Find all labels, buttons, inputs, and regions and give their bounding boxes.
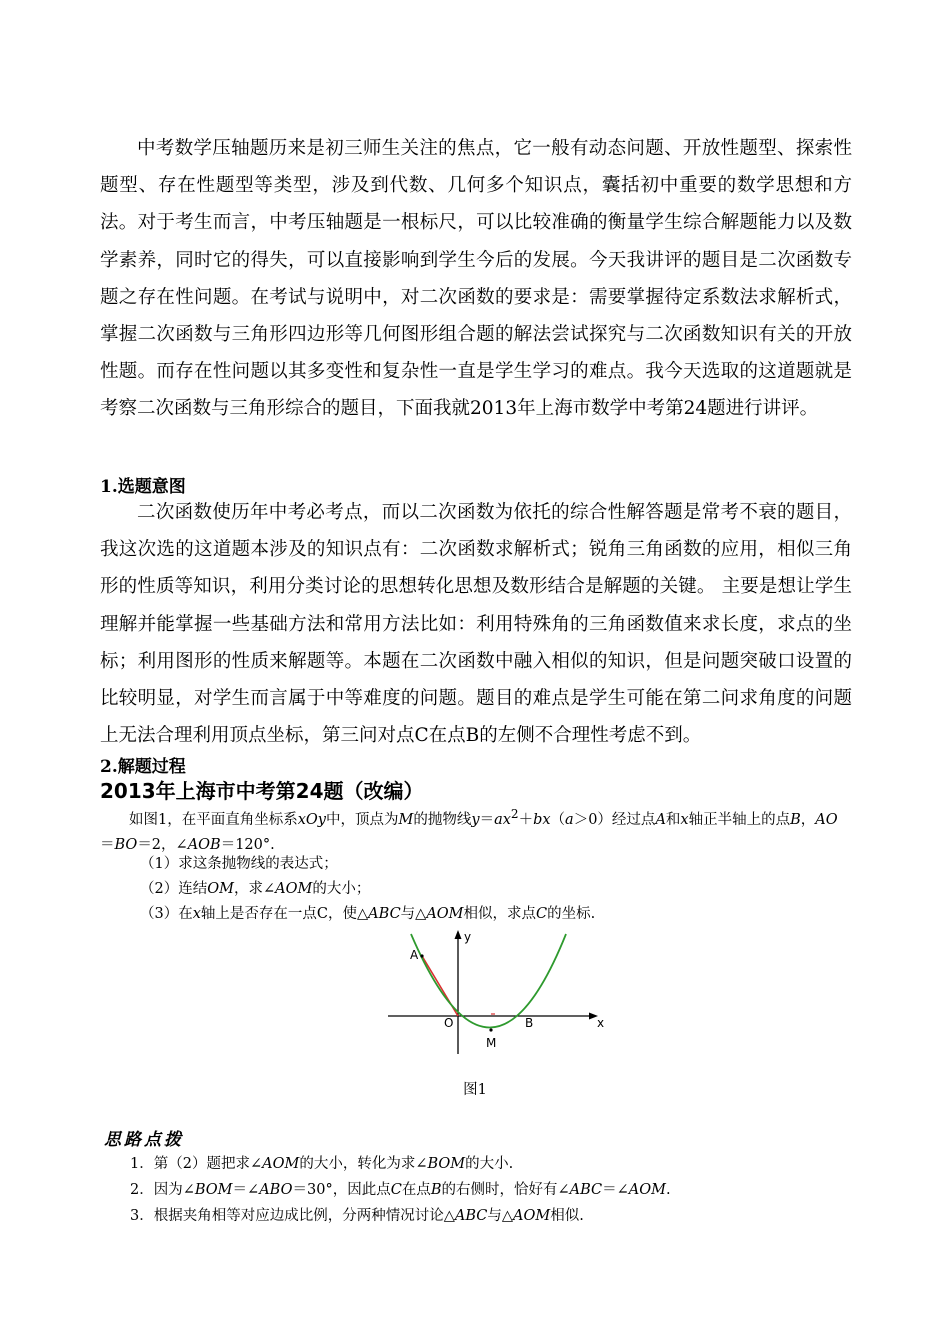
question-text: x [192, 906, 201, 922]
hint-text: 2．因为∠ [130, 1182, 195, 1198]
problem-text: bx [533, 811, 551, 828]
problem-text: a [565, 811, 574, 828]
problem-text: AOB [187, 836, 221, 853]
figure-caption: 图1 [463, 1082, 487, 1098]
question-text: C [536, 906, 548, 922]
label-b: B [525, 1016, 534, 1030]
label-y: y [464, 930, 472, 944]
hints-title: 思路点拨 [104, 1130, 184, 1150]
problem-text: ， [800, 811, 816, 828]
hint-text: ＝∠ [602, 1182, 629, 1198]
question-1: （1）求这条抛物线的表达式； [140, 856, 338, 872]
problem-text: y [471, 811, 480, 828]
question-text: OM [207, 881, 234, 897]
problem-text: 和 [665, 811, 681, 828]
intro-paragraph: 中考数学压轴题历来是初三师生关注的焦点，它一般有动态问题、开放性题型、探索性题型、存在性题型等类型，涉及到代数、几何多个知识点，囊括初中重要的数学思想和方法。对于考生而言，中考压轴题是一根标尺，可以比较准确的衡量学生综合解题能力以及数学素养，同时它的得失，可以直接影响到学生今后的发展。今天我讲评的题目是二次函数专题之存在性问题。在考试与说明中，对二次函数的要求是：需要掌握待定系数法求解析式，掌握二次函数与三角形四边形等几何图形组合题的解法尝试探究与二次函数知识有关的开放性题。而存在性问题以其多变性和复杂性一直是学生学习的难点。我今天选取的这道题就是考察二次函数与三角形综合的题目，下面我就2013年上海市数学中考第24题进行讲评。 [100, 138, 852, 420]
question-text: 轴上是否存在一点C，使△ [200, 906, 369, 922]
label-o: O [444, 1016, 454, 1030]
question-text: 与△ [400, 906, 427, 922]
hint-text: 1．第（2）题把求∠ [130, 1156, 263, 1172]
problem-text: M [398, 811, 414, 828]
hint-text: ＝30°，因此点 [292, 1182, 391, 1198]
problem-text: 轴正半轴上的点 [688, 811, 791, 828]
problem-exponent: 2 [510, 807, 519, 821]
problem-text: AO [815, 811, 838, 828]
problem-text: ＝ [479, 811, 495, 828]
hint-text: 相似. [550, 1208, 584, 1224]
hint-text: ABC [569, 1182, 603, 1198]
hint-text: B [430, 1182, 442, 1198]
question-text: AOM [275, 881, 313, 897]
question-3 [140, 902, 595, 923]
y-axis-arrow [455, 930, 462, 939]
hint-text: 3．根据夹角相等对应边成比例，分两种情况讨论△ [130, 1208, 455, 1224]
section2-heading: 2.解题过程 [100, 757, 186, 777]
problem-text: （ [550, 811, 566, 828]
question-text: （2）连结 [140, 881, 208, 897]
question-text: 的坐标. [547, 906, 596, 922]
problem-text: ＝120°. [220, 836, 275, 853]
problem-text: ＝ [100, 836, 115, 853]
question-2 [140, 877, 370, 898]
question-text: ，求∠ [233, 881, 276, 897]
problem-text: ＋ [518, 811, 534, 828]
hint-text: AOM [628, 1182, 666, 1198]
problem-text: x [680, 811, 689, 828]
hint-2 [130, 1178, 671, 1199]
section1-paragraph: 二次函数使历年中考必考点，而以二次函数为依托的综合性解答题是常考不衰的题目，我这次选的这道题本涉及的知识点有：二次函数求解析式；锐角三角函数的应用，相似三角形的性质等知识，利用分类讨论的思想转化思想及数形结合是解题的关键。 主要是想让学生理解并能掌握一些基础方法和常用方法比如：利用特殊角的三角函数值来求长度，求点的坐标；利用图形的性质来解题等。本题在二次函数中融入相似的知识，但是问题突破口设置的比较明显，对学生而言属于中等难度的问题。题目的难点是学生可能在第二问求角度的问题上无法合理利用顶点坐标，第三问对点C在点B的左侧不合理性考虑不到。 [100, 502, 852, 747]
hint-text: BOM [194, 1182, 233, 1198]
hint-text: 的大小. [465, 1156, 514, 1172]
label-x: x [597, 1016, 605, 1030]
hint-text: ABO [259, 1182, 293, 1198]
problem-text: ＝2，∠ [137, 836, 188, 853]
problem-stem [100, 802, 852, 858]
problem-text: xOy [297, 811, 326, 828]
figure-1 [384, 926, 614, 1056]
point-a [420, 954, 423, 957]
hint-text: ＝∠ [232, 1182, 260, 1198]
hint-text: BOM [427, 1156, 466, 1172]
hint-text: . [666, 1182, 671, 1198]
question-text: 相似，求点 [463, 906, 537, 922]
problem-text: 如图1，在平面直角坐标系 [129, 811, 298, 828]
label-a: A [410, 948, 419, 962]
hint-text: 的大小，转化为求∠ [299, 1156, 428, 1172]
hint-text: C [390, 1182, 402, 1198]
parabola-diagram [384, 926, 614, 1056]
problem-text: B [790, 811, 801, 828]
hint-text: AOM [262, 1156, 300, 1172]
problem-text: ax [494, 811, 511, 828]
problem-text: ＞0）经过点 [573, 811, 656, 828]
hint-text: 的右侧时，恰好有∠ [441, 1182, 570, 1198]
problem-text: 的抛物线 [413, 811, 472, 828]
label-m: M [486, 1036, 497, 1050]
problem-text: BO [114, 836, 138, 853]
hint-text: 在点 [401, 1182, 431, 1198]
question-text: ABC [368, 906, 401, 922]
point-m [489, 1028, 492, 1031]
hint-text: ABC [454, 1208, 488, 1224]
problem-title: 2013年上海市中考第24题（改编） [100, 779, 424, 803]
hint-1 [130, 1152, 513, 1173]
question-text: （3）在 [140, 906, 193, 922]
parabola-curve [411, 934, 566, 1028]
section1-heading: 1.选题意图 [100, 477, 186, 497]
hint-text: 与△ [487, 1208, 514, 1224]
hint-3 [130, 1204, 584, 1225]
question-text: 的大小； [312, 881, 371, 897]
problem-text: A [655, 811, 666, 828]
hint-text: AOM [513, 1208, 551, 1224]
problem-text: 中，顶点为 [326, 811, 399, 828]
question-text: AOM [426, 906, 464, 922]
